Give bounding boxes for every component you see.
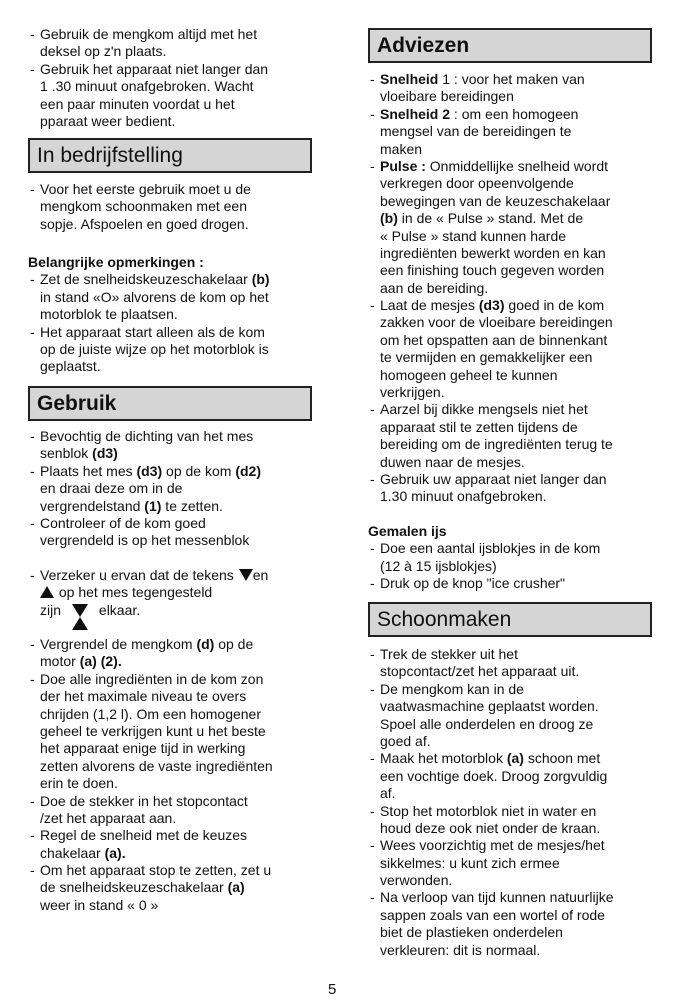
list-item	[368, 106, 668, 158]
bold-text: (b)	[251, 271, 270, 288]
text: Om het apparaat stop te zetten, zet u	[40, 862, 272, 879]
text-line	[40, 324, 328, 341]
text: op de kom	[162, 462, 236, 479]
text-line	[40, 862, 328, 879]
hourglass-icon	[71, 604, 89, 616]
list-item	[368, 158, 668, 297]
text: verkleuren: dit is normaal.	[380, 941, 541, 958]
text: bereiding om de ingrediënten terug te	[380, 436, 613, 453]
text: om het opspatten aan de binnenkant	[380, 331, 608, 348]
list-item	[28, 636, 328, 671]
bullet-dash: -	[370, 105, 375, 122]
section-heading-in-bedrijfstelling	[28, 138, 312, 173]
text-line	[380, 803, 668, 820]
text: sappen zoals van een wortel of rode	[380, 906, 605, 923]
bold-text: (a)	[506, 750, 524, 767]
text: senblok	[40, 445, 93, 462]
text-line	[380, 820, 668, 837]
text: Wees voorzichtig met de mesjes/het	[380, 837, 605, 854]
text-line	[40, 671, 328, 688]
text-line	[380, 71, 668, 88]
bold-text: (d3)	[478, 297, 505, 314]
bold-text: (d3)	[92, 445, 118, 462]
list-item	[28, 271, 328, 323]
text: de snelheidskeuzeschakelaar	[40, 879, 228, 896]
tips-section	[368, 71, 668, 506]
text: op de	[214, 636, 254, 652]
bullet-dash: -	[30, 462, 35, 479]
list-item	[28, 26, 328, 61]
text-line	[40, 827, 328, 844]
text-line	[380, 401, 668, 418]
text-line	[40, 358, 328, 375]
bold-text: (2).	[100, 653, 122, 670]
cleaning-section	[368, 646, 668, 959]
text: Doe een aantal ijsblokjes in de kom	[380, 540, 601, 557]
text-line	[40, 428, 328, 445]
text-line	[40, 445, 328, 462]
text-line	[380, 297, 668, 314]
alignment-section	[28, 567, 328, 619]
subheading: Gemalen ijs	[368, 523, 447, 539]
text-line	[380, 262, 668, 279]
text: elkaar.	[98, 601, 141, 618]
list-item	[368, 401, 668, 471]
text-line	[380, 349, 668, 366]
text: 1 : voor het maken van	[438, 71, 585, 87]
text: Bevochtig de dichting van het mes	[40, 428, 254, 444]
text: in de « Pulse » stand. Met de	[397, 210, 584, 227]
text: Plaats het mes	[40, 462, 137, 479]
text-line	[40, 61, 328, 78]
list-item	[28, 324, 328, 376]
text-line	[380, 698, 668, 715]
text-line	[380, 575, 668, 592]
bullet-dash: -	[30, 514, 35, 531]
text: schoon met	[523, 750, 601, 767]
text: « Pulse » stand kunnen harde	[380, 227, 567, 244]
text: : om een homogeen	[450, 105, 579, 122]
intro-section	[28, 26, 328, 130]
list-item	[28, 671, 328, 793]
list-item	[368, 471, 668, 506]
text: Doe de stekker in het stopcontact	[40, 792, 248, 809]
operation-section	[28, 636, 328, 914]
text: erin te doen.	[40, 775, 118, 792]
text: en	[252, 567, 269, 583]
bullet-dash: -	[370, 157, 375, 174]
text-line	[380, 889, 668, 906]
text: houd deze ook niet onder de kraan.	[380, 819, 601, 836]
text-line	[380, 663, 668, 680]
bullet-dash: -	[30, 60, 35, 77]
text: aan de bereiding.	[380, 279, 489, 296]
text-line	[40, 43, 328, 60]
triangle-down-icon	[238, 569, 253, 581]
bold-text: (1)	[144, 497, 162, 514]
list-item	[368, 575, 668, 592]
heading-text: Gebruik	[37, 392, 117, 415]
text: zetten alvorens de vaste ingrediënten	[40, 757, 273, 774]
text: geheel te verkrijgen kunt u het beste	[40, 722, 266, 739]
list-item	[368, 750, 668, 802]
text-line	[380, 175, 668, 192]
text-line	[380, 193, 668, 210]
text-line	[40, 775, 328, 792]
text-line	[380, 855, 668, 872]
text-line	[40, 758, 328, 775]
list-item	[368, 837, 668, 889]
list-item	[28, 428, 328, 463]
list-item	[368, 803, 668, 838]
text-line	[40, 636, 328, 653]
text: homogeen geheel te kunnen	[380, 366, 558, 383]
text: mengsel van de bereidingen te	[380, 123, 572, 140]
text-line	[380, 141, 668, 158]
bullet-dash: -	[370, 750, 375, 767]
text: zijn	[40, 601, 65, 618]
text: Gebruik de mengkom altijd met het	[40, 26, 258, 42]
text: Spoel alle onderdelen en droog ze	[380, 715, 594, 732]
text-line	[40, 897, 328, 914]
text-line	[40, 879, 328, 896]
text-line	[40, 723, 328, 740]
list-item	[368, 681, 668, 751]
bold-text: Snelheid	[380, 71, 439, 87]
text-line	[40, 688, 328, 705]
text: 1.30 minuut onafgebroken.	[380, 488, 547, 505]
text: /zet het apparaat aan.	[40, 809, 177, 826]
text-line	[380, 872, 668, 889]
text: der het maximale niveau te overs	[40, 688, 247, 705]
text: ingrediënten bewerkt worden en kan	[380, 244, 606, 261]
text-line	[40, 845, 328, 862]
text-line	[380, 367, 668, 384]
heading-text: Adviezen	[377, 34, 470, 57]
text: maken	[380, 140, 423, 157]
text-line	[380, 158, 668, 175]
heading-text: Schoonmaken	[377, 608, 512, 631]
bullet-dash: -	[370, 470, 375, 487]
text: verwonden.	[380, 872, 453, 889]
text: Onmiddellijke snelheid wordt	[425, 157, 608, 174]
bold-text: (a)	[79, 653, 97, 670]
section-heading-gebruik	[28, 386, 312, 421]
text: duwen naar de mesjes.	[380, 453, 525, 470]
text-line	[40, 26, 328, 43]
text: Druk op de knop "ice crusher"	[380, 575, 566, 592]
text: in stand «O» alvorens de kom op het	[40, 288, 269, 305]
page-number: 5	[328, 981, 337, 998]
text: vloeibare bereidingen	[380, 88, 514, 105]
text: het apparaat enige tijd in werking	[40, 740, 246, 757]
list-item	[368, 646, 668, 681]
bullet-dash: -	[30, 26, 35, 42]
text-line	[40, 584, 328, 601]
text: te zetten.	[161, 497, 223, 514]
bullet-dash: -	[30, 862, 35, 879]
crushed-ice-section	[368, 523, 668, 593]
text: chrijden (1,2 l). Om een homogener	[40, 705, 261, 722]
bold-text: (d)	[196, 636, 215, 652]
text: te vermijden en gemakkelijker een	[380, 349, 593, 366]
text-line	[380, 332, 668, 349]
text: biet de plastieken onderdelen	[380, 924, 563, 941]
text-line	[380, 280, 668, 297]
bullet-dash: -	[30, 428, 35, 444]
text: chakelaar	[40, 844, 105, 861]
text: en draai deze om in de	[40, 480, 183, 497]
text: een vochtige doek. Droog zorgvuldig	[380, 767, 608, 784]
bullet-dash: -	[370, 401, 375, 418]
text-line	[380, 540, 668, 557]
text-line	[40, 78, 328, 95]
text: Vergrendel de mengkom	[40, 636, 197, 652]
text: apparaat stil te zetten tijdens de	[380, 418, 578, 435]
text: bewegingen van de keuzeschakelaar	[380, 192, 611, 209]
text: geplaatst.	[40, 358, 101, 375]
list-item	[368, 889, 668, 959]
bold-text: (d3)	[136, 462, 163, 479]
list-item	[368, 71, 668, 106]
bullet-dash: -	[370, 680, 375, 697]
text-line	[380, 837, 668, 854]
text: weer in stand « 0 »	[40, 896, 159, 913]
bold-text: (a)	[227, 879, 245, 896]
text: vergrendelstand	[40, 497, 145, 514]
text-line	[40, 602, 328, 619]
text: Zet de snelheidskeuzeschakelaar	[40, 271, 252, 288]
text-line	[40, 271, 328, 288]
section-heading-adviezen	[368, 28, 652, 63]
bullet-dash: -	[30, 827, 35, 844]
bold-text: Snelheid 2	[380, 105, 451, 122]
bold-text: (d2)	[235, 462, 261, 479]
text-line	[40, 498, 328, 515]
text-line	[40, 113, 328, 130]
heading-text: In bedrijfstelling	[37, 144, 183, 167]
text-line	[40, 96, 328, 113]
text-line	[40, 567, 328, 584]
bold-text: (a).	[104, 844, 126, 861]
text-line	[40, 532, 328, 549]
bullet-dash: -	[370, 837, 375, 854]
text: Het apparaat start alleen als de kom	[40, 323, 265, 340]
bullet-dash: -	[30, 181, 35, 197]
text-line	[40, 653, 328, 670]
bullet-dash: -	[370, 575, 375, 592]
text-line	[40, 216, 328, 233]
text: op het mes tegengesteld	[55, 584, 213, 601]
text: een finishing touch gegeven worden	[380, 262, 605, 279]
text: mengkom schoonmaken met een	[40, 198, 247, 215]
text-line	[380, 924, 668, 941]
text: vaatwasmachine geplaatst worden.	[380, 698, 599, 715]
text: Gebruik het apparaat niet langer dan	[40, 60, 269, 77]
text-line	[380, 228, 668, 245]
text-line	[40, 810, 328, 827]
bullet-dash: -	[30, 271, 35, 288]
bullet-dash: -	[30, 567, 35, 583]
text-line	[40, 181, 328, 198]
important-remarks-section	[28, 254, 328, 376]
bullet-dash: -	[370, 540, 375, 557]
text-line	[380, 245, 668, 262]
text: 1 .30 minuut onafgebroken. Wacht	[40, 78, 254, 95]
text-line	[380, 750, 668, 767]
text-line	[380, 907, 668, 924]
text-line	[380, 942, 668, 959]
text: Regel de snelheid met de keuzes	[40, 827, 248, 844]
text-line	[40, 480, 328, 497]
list-item	[368, 297, 668, 401]
triangle-up-icon	[40, 586, 55, 598]
text-line	[380, 210, 668, 227]
bullet-dash: -	[30, 323, 35, 340]
text-line	[40, 306, 328, 323]
text: Doe alle ingrediënten in de kom zon	[40, 670, 264, 687]
bullet-dash: -	[370, 71, 375, 87]
bullet-dash: -	[370, 889, 375, 906]
list-item	[28, 793, 328, 828]
bullet-dash: -	[30, 792, 35, 809]
text-line	[380, 768, 668, 785]
text-line	[380, 314, 668, 331]
text: sikkelmes: u kunt zich ermee	[380, 854, 560, 871]
text: Laat de mesjes	[380, 297, 479, 314]
text: Gebruik uw apparaat niet langer dan	[380, 470, 607, 487]
bold-text: (b)	[380, 210, 398, 227]
text: De mengkom kan in de	[380, 680, 524, 697]
text: pparaat weer bedient.	[40, 112, 176, 129]
text-line	[380, 716, 668, 733]
bullet-dash: -	[370, 646, 375, 662]
bullet-dash: -	[30, 670, 35, 687]
first-use-section	[28, 181, 328, 233]
bullet-dash: -	[370, 802, 375, 819]
text-line	[380, 681, 668, 698]
text: af.	[380, 785, 396, 802]
text-line	[40, 740, 328, 757]
text: op de juiste wijze op het motorblok is	[40, 340, 269, 357]
text: (12 à 15 ijsblokjes)	[380, 557, 497, 574]
text-line	[380, 436, 668, 453]
bullet-dash: -	[30, 636, 35, 652]
text: motorblok te plaatsen.	[40, 306, 178, 323]
text: zakken voor de vloeibare bereidingen	[380, 314, 613, 331]
text: Stop het motorblok niet in water en	[380, 802, 597, 819]
text-line	[40, 289, 328, 306]
section-heading-schoonmaken	[368, 602, 652, 637]
text-line	[380, 384, 668, 401]
text-line	[380, 454, 668, 471]
text-line	[380, 88, 668, 105]
bullet-dash: -	[370, 297, 375, 314]
text: stopcontact/zet het apparaat uit.	[380, 663, 580, 680]
text: Maak het motorblok	[380, 750, 507, 767]
list-item	[28, 61, 328, 131]
text: motor	[40, 653, 80, 670]
list-item	[28, 181, 328, 233]
text: deksel op z'n plaats.	[40, 43, 167, 60]
text-line	[380, 471, 668, 488]
text-line	[380, 558, 668, 575]
text-line	[380, 106, 668, 123]
text: Trek de stekker uit het	[380, 646, 518, 662]
text: Verzeker u ervan dat de tekens	[40, 567, 238, 583]
list-item	[28, 515, 328, 550]
text-line	[40, 341, 328, 358]
text: verkrijgen.	[380, 384, 445, 401]
list-item	[368, 540, 668, 575]
text: een paar minuten voordat u het	[40, 95, 235, 112]
text-line	[40, 515, 328, 532]
text: Na verloop van tijd kunnen natuurlijke	[380, 889, 614, 906]
text-line	[40, 706, 328, 723]
list-item	[28, 862, 328, 914]
text-line	[380, 646, 668, 663]
bold-text: Pulse :	[380, 157, 426, 174]
text: goed af.	[380, 732, 431, 749]
subheading: Belangrijke opmerkingen :	[28, 254, 204, 270]
text: sopje. Afspoelen en goed drogen.	[40, 215, 249, 232]
text-line	[380, 419, 668, 436]
text-line	[40, 793, 328, 810]
text-line	[380, 488, 668, 505]
text: Controleer of de kom goed	[40, 514, 206, 531]
text: vergrendeld is op het messenblok	[40, 532, 250, 549]
text: verkregen door opeenvolgende	[380, 175, 574, 192]
text-line	[40, 463, 328, 480]
text-line	[380, 123, 668, 140]
list-item	[28, 567, 328, 619]
text-line	[40, 198, 328, 215]
use-steps-section	[28, 428, 328, 550]
text: Aarzel bij dikke mengsels niet het	[380, 401, 588, 418]
text-line	[380, 785, 668, 802]
list-item	[28, 827, 328, 862]
text: Voor het eerste gebruik moet u de	[40, 181, 251, 197]
text-line	[380, 733, 668, 750]
list-item	[28, 463, 328, 515]
text: goed in de kom	[504, 297, 605, 314]
